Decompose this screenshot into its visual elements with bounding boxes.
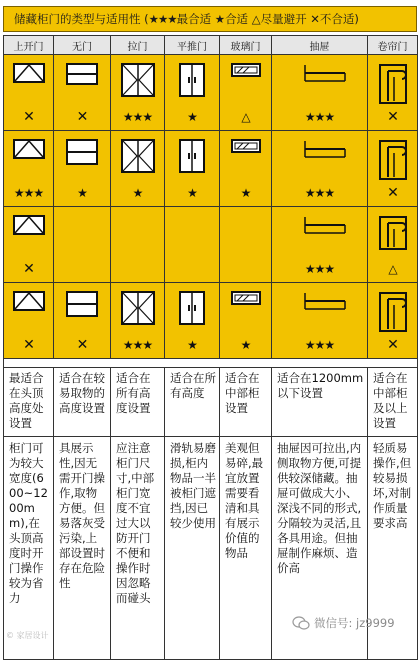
table-cell: [165, 207, 220, 283]
rating-mark: ★★★: [304, 186, 335, 200]
glass-door-icon: [231, 139, 261, 153]
open-shelf-icon: [66, 63, 98, 85]
drawer-icon: [293, 139, 347, 159]
position-row: [4, 131, 418, 207]
rating-mark: ★★★: [122, 110, 153, 124]
rating-mark: ★: [187, 110, 197, 124]
rating-mark: ★★★: [304, 262, 335, 276]
table-cell: [165, 131, 220, 207]
legend-avoid-label: 尽量避开: [260, 12, 307, 26]
table-cell: [111, 131, 165, 207]
suitability-row: [4, 368, 418, 437]
glass-door-icon: [231, 291, 261, 305]
position-row: [4, 55, 418, 131]
note-cell: 具展示性,因无需开门操作,取物方便。但易落灰受污染,上部设置时存在危险性: [54, 437, 111, 660]
table-cell: [368, 55, 418, 131]
suitability-cell: 适合在中部柜及以上设置: [368, 368, 418, 437]
wechat-watermark: [292, 615, 395, 631]
hinged-door-icon: [121, 139, 155, 173]
glass-door-icon: [231, 63, 261, 77]
note-cell: 美观但易碎,最宜放置需要看清和具有展示价值的物品: [220, 437, 272, 660]
table-cell: [368, 207, 418, 283]
suitability-cell: 适合在中部柜设置: [220, 368, 272, 437]
column-header: 无门: [54, 36, 111, 55]
rating-mark: ★★★: [304, 110, 335, 124]
column-header: 玻璃门: [220, 36, 272, 55]
note-cell: 轻质易操作,但较易损坏,对制作质量要求高: [368, 437, 418, 660]
flip-up-door-icon: [13, 215, 45, 235]
rating-mark: ★★★: [304, 338, 335, 352]
table-cell: [220, 131, 272, 207]
rating-mark: ★★★: [13, 186, 44, 200]
table-cell: [220, 283, 272, 359]
rating-mark: ✕: [387, 185, 398, 201]
note-cell: 柜门可为较大宽度(600~1200mm),在头顶高度时开门操作较为省力: [4, 437, 54, 660]
flip-up-door-icon: [13, 291, 45, 311]
wechat-id: 微信号: jz9999: [314, 616, 395, 630]
table-cell: [54, 207, 111, 283]
drawer-icon: [293, 63, 347, 83]
flip-up-door-icon: [13, 139, 45, 159]
note-cell: 滑轨易磨损,柜内物品一半被柜门遮挡,因已较少使用: [165, 437, 220, 660]
table-cell: [54, 131, 111, 207]
rating-mark: ★: [187, 338, 197, 352]
rating-mark: ★: [240, 338, 251, 352]
wechat-icon: [292, 616, 310, 630]
table-cell: [220, 207, 272, 283]
cabinet-door-table: [3, 35, 418, 660]
roller-shutter-icon: [378, 215, 408, 251]
rating-mark: ✕: [76, 109, 88, 125]
table-cell: [272, 283, 368, 359]
table-cell: [111, 283, 165, 359]
position-row: [4, 207, 418, 283]
position-row: [4, 283, 418, 359]
rating-mark: △: [388, 262, 397, 276]
note-cell: 抽屉因可拉出,内侧取物方便,可提供较深储藏。抽屉可做成大小、深浅不同的形式,分隔较为灵活,且各具用途。但抽屉制作麻烦、造价高: [272, 437, 368, 660]
roller-shutter-icon: [378, 63, 408, 105]
column-header: 拉门: [111, 36, 165, 55]
legend-ok-symbol: ★: [214, 12, 226, 26]
rating-mark: ★: [187, 186, 197, 200]
sliding-door-icon: [179, 291, 205, 325]
table-cell: [272, 55, 368, 131]
legend-bad-label: 不合适): [319, 12, 359, 26]
roller-shutter-icon: [378, 139, 408, 181]
legend-ok-label: 合适: [225, 12, 249, 26]
note-cell: 应注意柜门尺寸,中部柜门宽度不宜过大以防开门不便和操作时因忽略而碰头: [111, 437, 165, 660]
table-title-bar: [3, 6, 417, 32]
table-cell: [4, 283, 54, 359]
suitability-cell: 适合在1200mm以下设置: [272, 368, 368, 437]
rating-mark: ✕: [23, 261, 34, 277]
rating-mark: ★★★: [122, 338, 153, 352]
column-header: 抽屉: [272, 36, 368, 55]
drawer-icon: [293, 215, 347, 235]
hinged-door-icon: [121, 291, 155, 325]
rating-mark: ✕: [23, 109, 34, 125]
open-shelf-icon: [66, 139, 98, 165]
table-title: 储藏柜门的类型与适用性: [14, 12, 141, 26]
table-cell: [272, 131, 368, 207]
rating-mark: ✕: [76, 337, 88, 353]
rating-mark: ★: [132, 186, 143, 200]
table-cell: [165, 55, 220, 131]
table-cell: [4, 55, 54, 131]
table-cell: [220, 55, 272, 131]
separator-row: [4, 359, 418, 368]
open-shelf-icon: [66, 291, 98, 317]
rating-mark: ✕: [387, 337, 398, 353]
source-watermark: © 家居设计: [6, 631, 49, 640]
flip-up-door-icon: [13, 63, 45, 83]
rating-mark: ✕: [23, 337, 34, 353]
column-header: 卷帘门: [368, 36, 418, 55]
suitability-cell: 最适合在头顶高度处设置: [4, 368, 54, 437]
rating-mark: ✕: [387, 109, 398, 125]
suitability-cell: 适合在较易取物的高度设置: [54, 368, 111, 437]
suitability-cell: 适合在所有高度设置: [111, 368, 165, 437]
rating-mark: △: [241, 110, 250, 124]
column-header: 平推门: [165, 36, 220, 55]
rating-mark: ★: [77, 186, 87, 200]
hinged-door-icon: [121, 63, 155, 97]
suitability-cell: 适合在所有高度: [165, 368, 220, 437]
roller-shutter-icon: [378, 291, 408, 333]
table-cell: [368, 131, 418, 207]
legend-best-label: 最合适: [176, 12, 212, 26]
legend-open-paren: (: [140, 12, 149, 26]
drawer-icon: [293, 291, 347, 311]
column-header: 上开门: [4, 36, 54, 55]
header-row: [4, 36, 418, 55]
legend-avoid-symbol: △: [251, 12, 261, 26]
sliding-door-icon: [179, 139, 205, 173]
table-cell: [368, 283, 418, 359]
table-cell: [54, 283, 111, 359]
table-cell: [165, 283, 220, 359]
table-cell: [111, 207, 165, 283]
legend-best-symbol: ★★★: [148, 12, 177, 26]
sliding-door-icon: [179, 63, 205, 97]
table-cell: [54, 55, 111, 131]
rating-mark: ★: [240, 186, 251, 200]
table-cell: [4, 131, 54, 207]
legend-bad-symbol: ✕: [310, 12, 320, 26]
table-cell: [4, 207, 54, 283]
table-cell: [111, 55, 165, 131]
table-cell: [272, 207, 368, 283]
